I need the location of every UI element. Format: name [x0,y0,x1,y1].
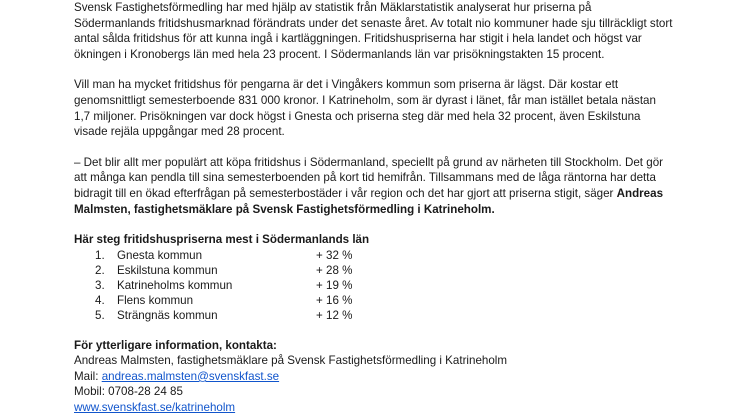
ranking-number: 4. [95,294,105,308]
ranking-change: + 28 % [316,263,353,277]
ranking-list [74,248,674,324]
ranking-municipality: Strängnäs kommun [117,309,218,323]
ranking-heading: Här steg fritidshuspriserna mest i Södermanlands län [74,233,370,247]
ranking-change: + 12 % [316,309,353,323]
ranking-change: + 19 % [316,279,353,293]
ranking-municipality: Katrineholms kommun [117,279,233,293]
press-release [74,0,674,416]
contact-mail-line [74,369,674,385]
ranking-change: + 16 % [316,294,353,308]
ranking-row [74,263,674,278]
contact-heading: För ytterligare information, kontakta: [74,338,277,352]
ranking-number: 2. [95,263,105,277]
contact-person: Andreas Malmsten, fastighetsmäklare på Svensk Fastighetsförmedling i Katrineholm [74,354,508,368]
quote-text: – Det blir allt mer populärt att köpa fritidshus i Södermanland, speciellt på grund av närheten till Stockholm. Det gör att många kan pendla till sina semesterboenden på kort tid hemifrån. Tillsammans med de låga räntorna har detta bidragit till en ökad efterfrågan på semesterbostäder i vår region och det har gjort att priserna stigit, säger [74,155,664,200]
ranking-number: 1. [95,248,105,262]
quote-signature: Andreas Malmsten, fastighetsmäklare på Svensk Fastighetsförmedling i Katrineholm. [74,186,664,216]
contact-section [74,338,674,416]
ranking-number: 5. [95,309,105,323]
ranking-row [74,293,674,308]
website-link[interactable]: www.svenskfast.se/katrineholm [74,401,236,415]
ranking-change: + 32 % [316,248,353,262]
contact-mobile: Mobil: 0708-28 24 85 [74,385,183,399]
price-paragraph: Vill man ha mycket fritidshus för pengarna är det i Vingåkers kommun som priserna är lägst. Där kostar ett genomsnittligt semesterboende 831 000 kronor. I Katrineholm, som är dyrast i länet, får man istället betala nästan 1,7 miljoner. Prisökningen var dock högst i Gnesta och priserna steg där med hela 32 procent, även Eskilstuna visade rejäla uppgångar med 28 procent. [74,78,656,139]
ranking-row [74,278,674,293]
ranking-municipality: Eskilstuna kommun [117,263,218,277]
ranking-row [74,308,674,323]
quote-paragraph [74,155,674,217]
mail-link[interactable]: andreas.malmsten@svenskfast.se [101,369,280,383]
ranking-municipality: Flens kommun [117,294,194,308]
intro-paragraph: Svensk Fastighetsförmedling har med hjälp av statistik från Mäklarstatistik analyserat hur priserna på Södermanlands fritidshusmarknad förändrats under det senaste året. Av totalt nio kommuner hade sju tillräckligt stort antal sålda fritidshus för att kunna ingå i kartläggningen. Fritidshuspriserna har stigit i hela landet och högst var ökningen i Kronobergs län med hela 23 procent. I Södermanlands län var prisökningstakten 15 procent. [74,1,673,61]
ranking-row [74,248,674,263]
contact-website-line [74,400,674,416]
ranking-number: 3. [95,279,105,293]
mail-label: Mail: [74,369,102,383]
ranking-municipality: Gnesta kommun [117,248,203,262]
